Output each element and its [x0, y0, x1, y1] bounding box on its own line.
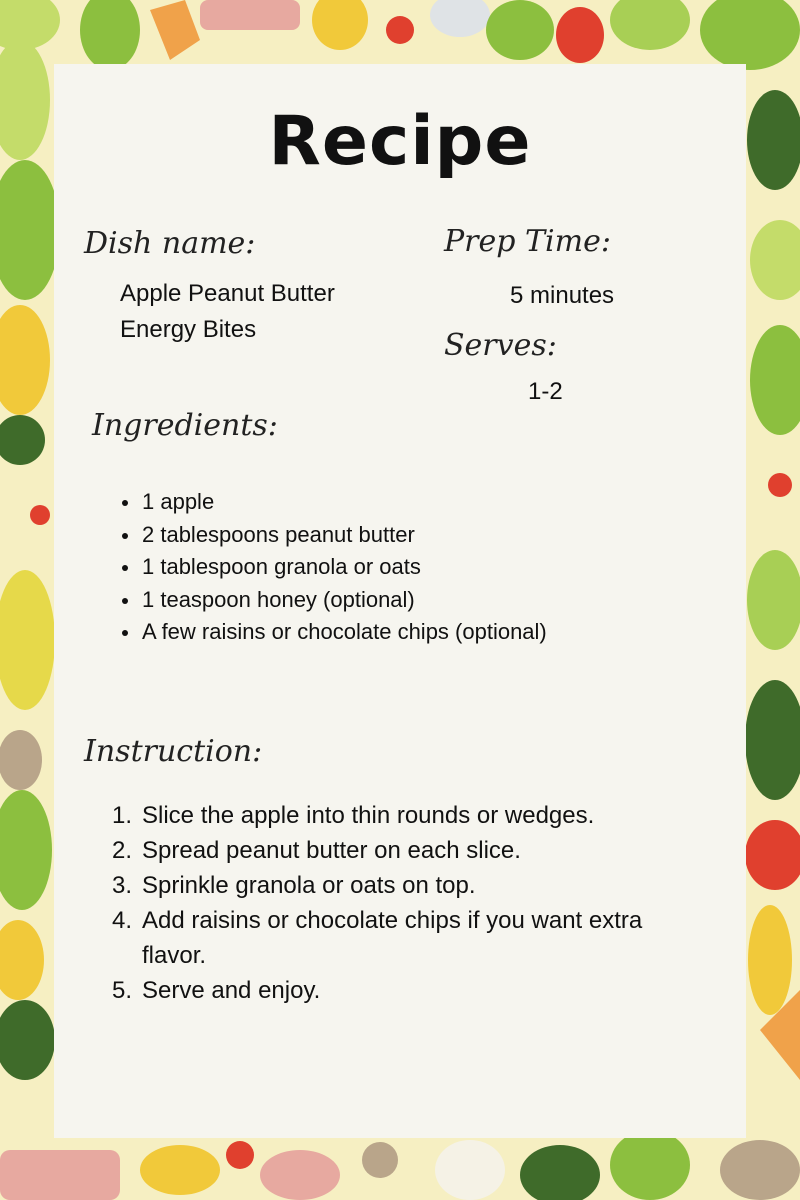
recipe-card — [54, 64, 746, 1138]
dish-name-line: Energy Bites — [120, 316, 257, 343]
prep-time-heading: Prep Time: — [444, 224, 611, 259]
ingredient-item: 1 apple — [120, 486, 547, 519]
ingredient-item: 1 tablespoon granola or oats — [120, 551, 547, 584]
step-text: Add raisins or chocolate chips if you want extra flavor. — [142, 907, 643, 969]
step-number: 4. — [111, 907, 132, 934]
serves-heading: Serves: — [444, 328, 557, 363]
ingredients-list — [120, 486, 547, 649]
step-text: Spread peanut butter on each slice. — [142, 837, 521, 864]
ingredient-item: 1 teaspoon honey (optional) — [120, 584, 547, 617]
instruction-step — [102, 833, 702, 868]
instruction-list — [102, 798, 702, 1008]
step-number: 1. — [111, 802, 132, 829]
instruction-step — [102, 798, 702, 833]
dish-name-heading: Dish name: — [84, 226, 256, 261]
step-text: Slice the apple into thin rounds or wedges. — [142, 802, 595, 829]
dish-name-value — [120, 276, 335, 348]
instruction-step — [102, 868, 702, 903]
step-text: Serve and enjoy. — [142, 977, 321, 1004]
step-number: 2. — [111, 837, 132, 864]
instruction-step — [102, 973, 702, 1008]
ingredient-item: 2 tablespoons peanut butter — [120, 519, 547, 552]
serves-value: 1-2 — [528, 378, 563, 405]
ingredients-heading: Ingredients: — [92, 408, 278, 443]
instruction-heading: Instruction: — [84, 734, 263, 769]
step-number: 3. — [111, 872, 132, 899]
recipe-title: Recipe — [268, 102, 532, 181]
prep-time-value: 5 minutes — [510, 282, 615, 309]
step-text: Sprinkle granola or oats on top. — [142, 872, 476, 899]
instruction-step — [102, 903, 702, 973]
step-number: 5. — [111, 977, 132, 1004]
ingredient-item: A few raisins or chocolate chips (optional) — [120, 616, 547, 649]
dish-name-line: Apple Peanut Butter — [120, 280, 335, 307]
